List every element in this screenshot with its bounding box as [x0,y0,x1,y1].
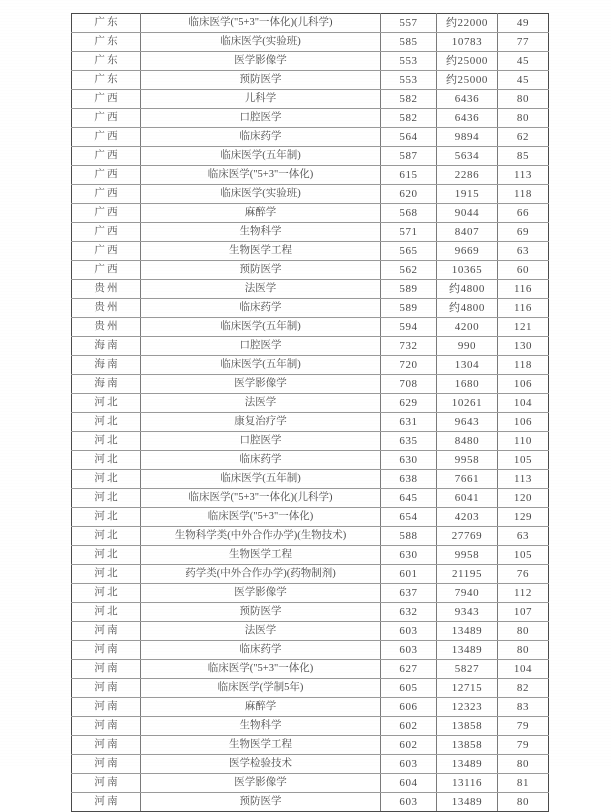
table-row [72,375,549,394]
cell-rank: 9958 [437,546,498,565]
cell-province: 河北 [72,546,141,565]
table-row [72,641,549,660]
table-row [72,527,549,546]
cell-score: 594 [381,318,437,337]
cell-major: 医学影像学 [141,584,381,603]
cell-diff: 63 [498,242,549,261]
cell-major: 医学检验技术 [141,755,381,774]
table-row [72,793,549,812]
cell-score: 635 [381,432,437,451]
table-body [72,14,549,812]
cell-diff: 49 [498,14,549,33]
cell-rank: 1680 [437,375,498,394]
cell-rank: 约22000 [437,14,498,33]
cell-rank: 13116 [437,774,498,793]
cell-score: 615 [381,166,437,185]
cell-province: 广东 [72,14,141,33]
table-row [72,71,549,90]
cell-rank: 990 [437,337,498,356]
cell-diff: 106 [498,413,549,432]
table-row [72,204,549,223]
cell-score: 638 [381,470,437,489]
cell-major: 康复治疗学 [141,413,381,432]
cell-diff: 113 [498,470,549,489]
cell-major: 法医学 [141,622,381,641]
cell-rank: 2286 [437,166,498,185]
cell-major: 临床医学(五年制) [141,147,381,166]
cell-major: 临床医学("5+3"一体化)(儿科学) [141,489,381,508]
cell-score: 632 [381,603,437,622]
cell-diff: 80 [498,109,549,128]
cell-diff: 105 [498,546,549,565]
cell-score: 602 [381,736,437,755]
cell-rank: 12715 [437,679,498,698]
table-row [72,584,549,603]
admission-score-table [71,13,549,812]
cell-rank: 27769 [437,527,498,546]
cell-major: 临床医学("5+3"一体化)(儿科学) [141,14,381,33]
cell-province: 河南 [72,717,141,736]
cell-diff: 116 [498,280,549,299]
cell-rank: 1304 [437,356,498,375]
cell-score: 557 [381,14,437,33]
cell-score: 630 [381,451,437,470]
cell-province: 河北 [72,489,141,508]
cell-province: 贵州 [72,299,141,318]
cell-major: 临床医学(实验班) [141,185,381,204]
cell-province: 海南 [72,356,141,375]
table-row [72,394,549,413]
table-row [72,356,549,375]
cell-major: 预防医学 [141,603,381,622]
cell-major: 临床医学("5+3"一体化) [141,660,381,679]
cell-diff: 63 [498,527,549,546]
cell-diff: 62 [498,128,549,147]
cell-score: 708 [381,375,437,394]
cell-rank: 9669 [437,242,498,261]
table-row [72,432,549,451]
cell-diff: 60 [498,261,549,280]
cell-province: 广西 [72,242,141,261]
cell-province: 河北 [72,394,141,413]
cell-diff: 66 [498,204,549,223]
cell-province: 河北 [72,508,141,527]
cell-major: 法医学 [141,280,381,299]
cell-diff: 80 [498,622,549,641]
cell-score: 732 [381,337,437,356]
cell-major: 预防医学 [141,71,381,90]
cell-score: 603 [381,793,437,812]
cell-rank: 10783 [437,33,498,52]
cell-rank: 13489 [437,755,498,774]
cell-diff: 118 [498,185,549,204]
cell-rank: 8480 [437,432,498,451]
cell-rank: 4200 [437,318,498,337]
cell-diff: 116 [498,299,549,318]
cell-diff: 79 [498,736,549,755]
cell-rank: 13489 [437,622,498,641]
cell-score: 602 [381,717,437,736]
cell-diff: 80 [498,793,549,812]
cell-diff: 107 [498,603,549,622]
cell-diff: 83 [498,698,549,717]
table-row [72,337,549,356]
cell-major: 生物科学 [141,717,381,736]
cell-score: 582 [381,90,437,109]
cell-province: 河北 [72,565,141,584]
table-row [72,280,549,299]
cell-score: 627 [381,660,437,679]
cell-major: 生物科学类(中外合作办学)(生物技术) [141,527,381,546]
cell-score: 564 [381,128,437,147]
table-row [72,546,549,565]
cell-diff: 129 [498,508,549,527]
table-row [72,128,549,147]
cell-diff: 104 [498,394,549,413]
cell-major: 医学影像学 [141,375,381,394]
table-row [72,261,549,280]
cell-diff: 105 [498,451,549,470]
cell-rank: 9643 [437,413,498,432]
cell-score: 603 [381,755,437,774]
cell-major: 口腔医学 [141,109,381,128]
cell-diff: 45 [498,52,549,71]
cell-province: 广东 [72,52,141,71]
table-row [72,489,549,508]
cell-major: 临床医学(学制5年) [141,679,381,698]
cell-major: 临床医学("5+3"一体化) [141,508,381,527]
cell-major: 生物医学工程 [141,546,381,565]
table-row [72,508,549,527]
cell-diff: 45 [498,71,549,90]
cell-province: 河南 [72,622,141,641]
cell-province: 河南 [72,679,141,698]
cell-major: 临床药学 [141,641,381,660]
cell-rank: 13858 [437,717,498,736]
cell-province: 广西 [72,90,141,109]
cell-rank: 13489 [437,641,498,660]
cell-province: 河南 [72,774,141,793]
cell-major: 预防医学 [141,793,381,812]
table-row [72,90,549,109]
cell-diff: 82 [498,679,549,698]
table-row [72,603,549,622]
cell-major: 口腔医学 [141,432,381,451]
cell-major: 临床医学(五年制) [141,356,381,375]
table-row [72,660,549,679]
cell-rank: 8407 [437,223,498,242]
table-row [72,679,549,698]
cell-province: 河北 [72,470,141,489]
cell-province: 广西 [72,261,141,280]
cell-score: 601 [381,565,437,584]
cell-diff: 104 [498,660,549,679]
cell-diff: 121 [498,318,549,337]
cell-diff: 118 [498,356,549,375]
cell-score: 604 [381,774,437,793]
table-row [72,109,549,128]
cell-major: 口腔医学 [141,337,381,356]
cell-rank: 约25000 [437,52,498,71]
cell-rank: 约4800 [437,299,498,318]
cell-rank: 6436 [437,90,498,109]
table-row [72,698,549,717]
table-row [72,166,549,185]
cell-rank: 9044 [437,204,498,223]
table-row [72,717,549,736]
table-row [72,451,549,470]
cell-province: 河北 [72,527,141,546]
cell-rank: 约25000 [437,71,498,90]
cell-score: 565 [381,242,437,261]
cell-score: 553 [381,52,437,71]
cell-major: 临床药学 [141,451,381,470]
cell-major: 麻醉学 [141,698,381,717]
cell-major: 生物医学工程 [141,242,381,261]
cell-major: 临床医学(五年制) [141,318,381,337]
cell-score: 620 [381,185,437,204]
cell-diff: 80 [498,90,549,109]
table-row [72,14,549,33]
cell-province: 河北 [72,413,141,432]
cell-major: 预防医学 [141,261,381,280]
cell-rank: 4203 [437,508,498,527]
cell-rank: 5827 [437,660,498,679]
table-row [72,299,549,318]
table-row [72,622,549,641]
table-row [72,774,549,793]
cell-score: 562 [381,261,437,280]
cell-major: 生物医学工程 [141,736,381,755]
cell-province: 河北 [72,603,141,622]
cell-score: 568 [381,204,437,223]
cell-score: 720 [381,356,437,375]
cell-province: 河北 [72,451,141,470]
table-row [72,223,549,242]
cell-province: 河南 [72,793,141,812]
cell-diff: 76 [498,565,549,584]
table-row [72,185,549,204]
cell-province: 贵州 [72,318,141,337]
cell-province: 广西 [72,147,141,166]
cell-rank: 12323 [437,698,498,717]
cell-province: 海南 [72,375,141,394]
cell-diff: 81 [498,774,549,793]
cell-province: 河南 [72,736,141,755]
cell-rank: 1915 [437,185,498,204]
cell-rank: 9343 [437,603,498,622]
cell-province: 广西 [72,166,141,185]
table-row [72,33,549,52]
cell-rank: 9894 [437,128,498,147]
cell-rank: 7940 [437,584,498,603]
cell-rank: 10365 [437,261,498,280]
cell-major: 法医学 [141,394,381,413]
cell-major: 临床药学 [141,299,381,318]
cell-diff: 112 [498,584,549,603]
cell-score: 588 [381,527,437,546]
cell-province: 河南 [72,641,141,660]
cell-rank: 7661 [437,470,498,489]
cell-score: 630 [381,546,437,565]
cell-major: 临床药学 [141,128,381,147]
table-row [72,413,549,432]
cell-diff: 69 [498,223,549,242]
cell-province: 广西 [72,128,141,147]
cell-province: 广东 [72,71,141,90]
cell-province: 河南 [72,698,141,717]
cell-diff: 85 [498,147,549,166]
cell-diff: 79 [498,717,549,736]
cell-province: 河南 [72,660,141,679]
cell-major: 医学影像学 [141,774,381,793]
cell-score: 637 [381,584,437,603]
cell-major: 药学类(中外合作办学)(药物制剂) [141,565,381,584]
table-row [72,736,549,755]
cell-score: 603 [381,622,437,641]
cell-diff: 106 [498,375,549,394]
cell-rank: 约4800 [437,280,498,299]
cell-diff: 130 [498,337,549,356]
cell-major: 临床医学(五年制) [141,470,381,489]
cell-diff: 80 [498,755,549,774]
cell-province: 河北 [72,432,141,451]
cell-rank: 6041 [437,489,498,508]
cell-province: 广西 [72,223,141,242]
cell-score: 603 [381,641,437,660]
table-row [72,565,549,584]
cell-score: 571 [381,223,437,242]
cell-score: 587 [381,147,437,166]
cell-rank: 6436 [437,109,498,128]
cell-rank: 5634 [437,147,498,166]
cell-province: 贵州 [72,280,141,299]
cell-major: 临床医学(实验班) [141,33,381,52]
cell-score: 605 [381,679,437,698]
cell-score: 606 [381,698,437,717]
cell-province: 广西 [72,109,141,128]
cell-score: 585 [381,33,437,52]
cell-province: 广西 [72,185,141,204]
cell-province: 广西 [72,204,141,223]
table-row [72,470,549,489]
cell-score: 654 [381,508,437,527]
cell-province: 河南 [72,755,141,774]
table-row [72,52,549,71]
cell-rank: 13489 [437,793,498,812]
cell-score: 589 [381,299,437,318]
cell-diff: 120 [498,489,549,508]
cell-score: 631 [381,413,437,432]
cell-score: 629 [381,394,437,413]
cell-score: 589 [381,280,437,299]
cell-rank: 9958 [437,451,498,470]
table-row [72,242,549,261]
cell-province: 广东 [72,33,141,52]
cell-score: 582 [381,109,437,128]
cell-diff: 80 [498,641,549,660]
cell-diff: 110 [498,432,549,451]
cell-rank: 10261 [437,394,498,413]
cell-diff: 113 [498,166,549,185]
cell-score: 645 [381,489,437,508]
cell-score: 553 [381,71,437,90]
table-row [72,755,549,774]
table-row [72,147,549,166]
cell-major: 临床医学("5+3"一体化) [141,166,381,185]
cell-major: 生物科学 [141,223,381,242]
cell-major: 儿科学 [141,90,381,109]
cell-rank: 21195 [437,565,498,584]
table-row [72,318,549,337]
cell-major: 医学影像学 [141,52,381,71]
cell-rank: 13858 [437,736,498,755]
cell-major: 麻醉学 [141,204,381,223]
cell-province: 海南 [72,337,141,356]
cell-diff: 77 [498,33,549,52]
cell-province: 河北 [72,584,141,603]
